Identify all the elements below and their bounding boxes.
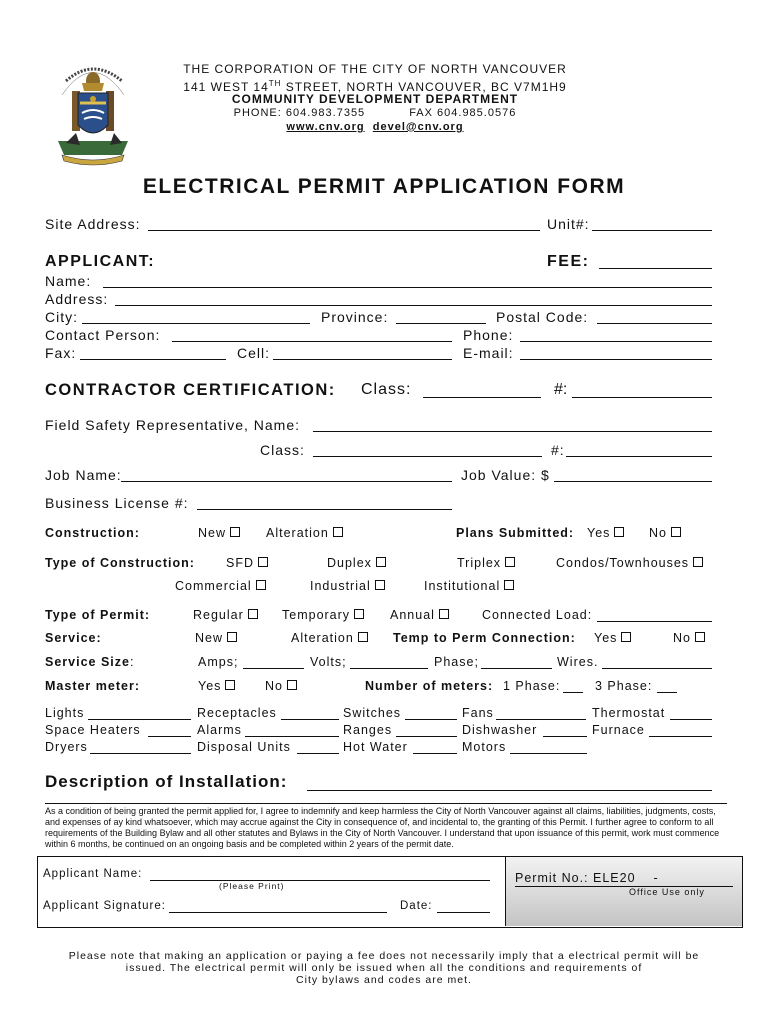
permit-number-dash: - <box>653 871 659 885</box>
address-part2: STREET, NORTH VANCOUVER, BC V7M1H9 <box>281 80 567 94</box>
ranges-field[interactable] <box>396 736 457 737</box>
legal-divider <box>45 803 727 804</box>
switches-label: Switches <box>343 706 402 720</box>
industrial-checkbox[interactable] <box>375 580 385 590</box>
email-field[interactable] <box>520 359 712 360</box>
commercial-text: Commercial <box>175 579 252 593</box>
plans-yes-text: Yes <box>587 526 611 540</box>
service-new-text: New <box>195 631 224 645</box>
industrial-option[interactable] <box>310 579 385 593</box>
name-label: Name: <box>45 273 92 289</box>
fsr-number-label: #: <box>551 442 565 458</box>
office-use-box <box>505 857 742 926</box>
fans-label: Fans <box>462 706 494 720</box>
number-of-meters-label: Number of meters: <box>365 679 494 693</box>
address-superscript: TH <box>268 79 282 88</box>
dishwasher-field[interactable] <box>543 736 587 737</box>
footer-line-2: issued. The electrical permit will only be issued when all the conditions and requirements of <box>125 962 643 974</box>
temporary-option[interactable] <box>282 608 364 622</box>
duplex-option[interactable] <box>327 556 386 570</box>
duplex-text: Duplex <box>327 556 372 570</box>
service-alteration-text: Alteration <box>291 631 354 645</box>
hot-water-field[interactable] <box>413 753 457 754</box>
institutional-option[interactable] <box>424 579 514 593</box>
permit-number-text: Permit No.: ELE20 <box>515 871 636 885</box>
province-label: Province: <box>321 309 389 325</box>
temp-no-option[interactable] <box>673 631 705 645</box>
hot-water-label: Hot Water <box>343 740 408 754</box>
temp-yes-text: Yes <box>594 631 618 645</box>
name-field[interactable] <box>103 287 712 288</box>
dryers-label: Dryers <box>45 740 88 754</box>
temporary-checkbox[interactable] <box>354 609 364 619</box>
web-contacts <box>170 120 580 134</box>
applicant-signature-label: Applicant Signature: <box>43 900 166 912</box>
type-of-construction-label: Type of Construction: <box>45 556 195 570</box>
construction-alteration-checkbox[interactable] <box>333 527 343 537</box>
please-print-note: (Please Print) <box>219 881 285 891</box>
service-alteration-option[interactable] <box>291 631 368 645</box>
applicant-signature-field[interactable] <box>169 912 387 913</box>
sfd-checkbox[interactable] <box>258 557 268 567</box>
institutional-checkbox[interactable] <box>504 580 514 590</box>
applicant-heading: APPLICANT: <box>45 253 156 270</box>
amps-label: Amps; <box>198 655 239 669</box>
plans-no-text: No <box>649 526 667 540</box>
meter-no-checkbox[interactable] <box>287 680 297 690</box>
industrial-text: Industrial <box>310 579 371 593</box>
dryers-field[interactable] <box>90 753 191 754</box>
construction-label: Construction: <box>45 526 140 540</box>
temp-yes-option[interactable] <box>594 631 631 645</box>
svg-text:CITY OF NORTH VANCOUVER <box>52 55 134 57</box>
form-title: ELECTRICAL PERMIT APPLICATION FORM <box>142 175 626 198</box>
institutional-text: Institutional <box>424 579 501 593</box>
meter-yes-text: Yes <box>198 679 222 693</box>
department-name: COMMUNITY DEVELOPMENT DEPARTMENT <box>231 92 519 106</box>
regular-checkbox[interactable] <box>248 609 258 619</box>
furnace-field[interactable] <box>649 736 712 737</box>
contractor-class-label: Class: <box>361 381 412 398</box>
contact-phones <box>170 106 580 120</box>
contact-person-field[interactable] <box>172 341 452 342</box>
disposal-units-label: Disposal Units <box>197 740 291 754</box>
plans-no-checkbox[interactable] <box>671 527 681 537</box>
postal-code-label: Postal Code: <box>496 309 589 325</box>
one-phase-label: 1 Phase: <box>503 679 561 693</box>
dishwasher-label: Dishwasher <box>462 723 538 737</box>
alarms-field[interactable] <box>245 736 339 737</box>
footer-line-1: Please note that making an application or paying a fee does not necessarily imply that a electrical permit will be <box>68 950 700 962</box>
fax-field[interactable] <box>80 359 226 360</box>
fsr-class-label: Class: <box>260 442 305 458</box>
switches-field[interactable] <box>405 719 457 720</box>
type-of-permit-label: Type of Permit: <box>45 608 151 622</box>
construction-new-option[interactable] <box>198 526 240 540</box>
sfd-text: SFD <box>226 556 254 570</box>
temp-yes-checkbox[interactable] <box>621 632 631 642</box>
wires-field[interactable] <box>602 668 712 669</box>
triplex-checkbox[interactable] <box>505 557 515 567</box>
fsr-class-field[interactable] <box>313 456 542 457</box>
description-field[interactable] <box>307 790 712 791</box>
fax-number: FAX 604.985.0576 <box>409 107 517 119</box>
duplex-checkbox[interactable] <box>376 557 386 567</box>
fans-field[interactable] <box>496 719 586 720</box>
motors-label: Motors <box>462 740 507 754</box>
condos-checkbox[interactable] <box>693 557 703 567</box>
temporary-text: Temporary <box>282 608 351 622</box>
site-address-label: Site Address: <box>45 216 141 232</box>
commercial-checkbox[interactable] <box>256 580 266 590</box>
disposal-units-field[interactable] <box>297 753 339 754</box>
volts-label: Volts; <box>310 655 347 669</box>
job-name-field[interactable] <box>121 481 452 482</box>
job-value-field[interactable] <box>554 481 712 482</box>
fsr-name-label: Field Safety Representative, Name: <box>45 417 300 433</box>
alarms-label: Alarms <box>197 723 242 737</box>
job-name-label: Job Name: <box>45 467 122 483</box>
service-new-option[interactable] <box>195 631 237 645</box>
meter-no-text: No <box>265 679 283 693</box>
lights-label: Lights <box>45 706 85 720</box>
service-size-label <box>45 655 134 669</box>
fee-field[interactable] <box>599 268 712 269</box>
ranges-label: Ranges <box>343 723 393 737</box>
postal-code-field[interactable] <box>597 323 712 324</box>
address-label: Address: <box>45 291 109 307</box>
applicant-name-field[interactable] <box>150 880 490 881</box>
connected-load-field[interactable] <box>597 621 712 622</box>
email-label: E-mail: <box>463 345 514 361</box>
job-value-label: Job Value: $ <box>461 467 550 483</box>
description-label: Description of Installation: <box>45 772 288 791</box>
three-phase-field[interactable] <box>657 692 677 693</box>
wires-label: Wires. <box>557 655 599 669</box>
one-phase-field[interactable] <box>563 692 583 693</box>
service-size-colon: : <box>129 655 135 669</box>
receptacles-label: Receptacles <box>197 706 277 720</box>
applicant-name-label: Applicant Name: <box>43 868 143 880</box>
footer-note <box>0 950 768 986</box>
amps-field[interactable] <box>243 668 304 669</box>
meter-yes-checkbox[interactable] <box>225 680 235 690</box>
service-label: Service: <box>45 631 102 645</box>
business-license-label: Business License #: <box>45 495 189 511</box>
indemnity-text: As a condition of being granted the permit applied for, I agree to indemnify and keep harmless the City of North Vancouver against all claims, liabilities, judgments, costs, and expenses of ay kind whatsoever, which may accrue against the City in consequence of, and incidental to, the granting of this Permit. I further agree to conform to all requirements of the Building Bylaw and all other statutes and Bylaws in the City of North Vancouver. I understand that upon issuance of this permit, work must commence within 6 months, be continued on an ongoing basis and be completed within 2 years of the permit date. <box>45 806 720 849</box>
website-link[interactable]: www.cnv.org <box>286 121 365 133</box>
phase-field[interactable] <box>481 668 552 669</box>
service-size-text: Service Size <box>45 655 130 669</box>
site-address-field[interactable] <box>148 230 540 231</box>
plans-submitted-label: Plans Submitted: <box>456 526 575 540</box>
plans-yes-option[interactable] <box>587 526 624 540</box>
construction-alteration-text: Alteration <box>266 526 329 540</box>
province-field[interactable] <box>396 323 486 324</box>
city-seal-logo <box>52 55 134 167</box>
master-meter-label: Master meter: <box>45 679 140 693</box>
fsr-name-field[interactable] <box>313 431 712 432</box>
construction-new-checkbox[interactable] <box>230 527 240 537</box>
footer-line-3: City bylaws and codes are met. <box>296 974 472 986</box>
plans-yes-checkbox[interactable] <box>614 527 624 537</box>
contractor-number-label: #: <box>554 381 568 398</box>
city-field[interactable] <box>82 323 310 324</box>
phase-label: Phase; <box>434 655 479 669</box>
service-alteration-checkbox[interactable] <box>358 632 368 642</box>
motors-field[interactable] <box>510 753 587 754</box>
temp-no-checkbox[interactable] <box>695 632 705 642</box>
cell-label: Cell: <box>237 345 271 361</box>
construction-new-text: New <box>198 526 227 540</box>
fax-label: Fax: <box>45 345 77 361</box>
space-heaters-field[interactable] <box>148 736 191 737</box>
business-license-field[interactable] <box>197 509 452 510</box>
phone-field[interactable] <box>520 341 712 342</box>
thermostat-field[interactable] <box>670 719 712 720</box>
thermostat-label: Thermostat <box>592 706 666 720</box>
temp-to-perm-label: Temp to Perm Connection: <box>393 631 576 645</box>
receptacles-field[interactable] <box>281 719 339 720</box>
unit-label: Unit#: <box>547 216 590 232</box>
three-phase-label: 3 Phase: <box>595 679 653 693</box>
annual-checkbox[interactable] <box>439 609 449 619</box>
triplex-text: Triplex <box>457 556 502 570</box>
contact-person-label: Contact Person: <box>45 327 161 343</box>
plans-no-option[interactable] <box>649 526 681 540</box>
space-heaters-label: Space Heaters <box>45 723 141 737</box>
triplex-option[interactable] <box>457 556 515 570</box>
phone-label: Phone: <box>463 327 514 343</box>
volts-field[interactable] <box>350 668 428 669</box>
city-label: City: <box>45 309 78 325</box>
furnace-label: Furnace <box>592 723 645 737</box>
contractor-heading: CONTRACTOR CERTIFICATION: <box>45 381 336 399</box>
annual-option[interactable] <box>390 608 449 622</box>
meter-no-option[interactable] <box>265 679 297 693</box>
meter-yes-option[interactable] <box>198 679 235 693</box>
regular-option[interactable] <box>193 608 258 622</box>
temp-no-text: No <box>673 631 691 645</box>
address-part1: 141 WEST 14 <box>183 80 269 94</box>
construction-alteration-option[interactable] <box>266 526 343 540</box>
fsr-number-field[interactable] <box>566 456 712 457</box>
office-use-only-note: Office Use only <box>629 887 705 897</box>
contractor-number-field[interactable] <box>572 397 712 398</box>
contractor-class-field[interactable] <box>423 397 541 398</box>
condos-text: Condos/Townhouses <box>556 556 690 570</box>
fee-label: FEE: <box>547 253 590 270</box>
email-link[interactable]: devel@cnv.org <box>372 121 464 133</box>
unit-field[interactable] <box>592 230 712 231</box>
address-field[interactable] <box>115 305 712 306</box>
service-new-checkbox[interactable] <box>227 632 237 642</box>
permit-number-label <box>515 871 659 885</box>
condos-option[interactable] <box>556 556 703 570</box>
date-label: Date: <box>400 900 433 912</box>
phone-number: PHONE: 604.983.7355 <box>233 107 366 119</box>
connected-load-label: Connected Load: <box>482 608 593 622</box>
cell-field[interactable] <box>273 359 452 360</box>
date-field[interactable] <box>437 912 490 913</box>
regular-text: Regular <box>193 608 244 622</box>
corporation-name: THE CORPORATION OF THE CITY OF NORTH VANCOUVER <box>183 62 567 76</box>
sfd-option[interactable] <box>226 556 268 570</box>
lights-field[interactable] <box>88 719 191 720</box>
annual-text: Annual <box>390 608 435 622</box>
commercial-option[interactable] <box>175 579 266 593</box>
